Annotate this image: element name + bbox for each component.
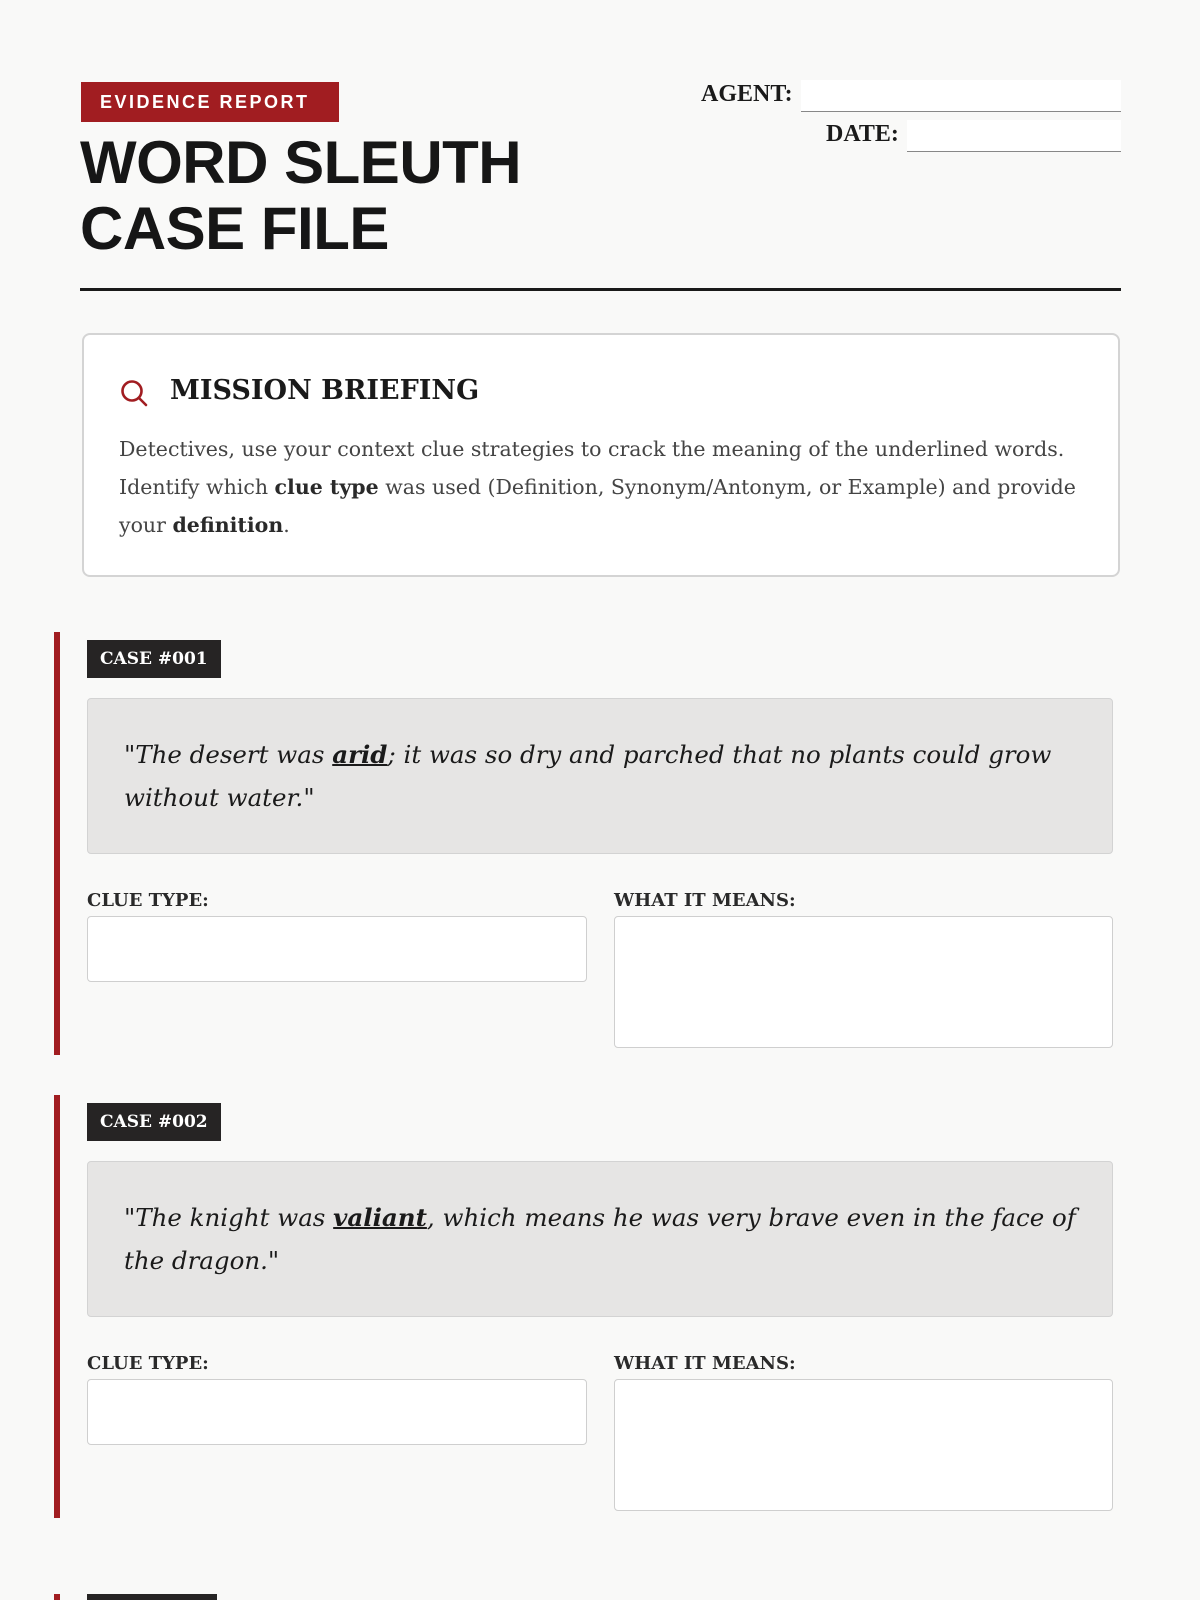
- agent-field[interactable]: [801, 80, 1121, 112]
- title-line-2: CASE FILE: [80, 195, 389, 262]
- clue-type-label: CLUE TYPE:: [87, 890, 209, 911]
- search-icon: [119, 378, 149, 408]
- target-word: arid: [332, 740, 388, 769]
- meaning-input[interactable]: [614, 1379, 1113, 1511]
- clue-type-input[interactable]: [87, 1379, 587, 1445]
- briefing-title: MISSION BRIEFING: [170, 375, 480, 406]
- title-line-1: WORD SLEUTH: [80, 129, 522, 196]
- meaning-input[interactable]: [614, 916, 1113, 1048]
- case-tag: CASE #001: [87, 640, 221, 678]
- mission-briefing-card: [82, 333, 1120, 577]
- clue-type-input[interactable]: [87, 916, 587, 982]
- case-sentence: "The knight was valiant, which means he was very brave even in the face of the dragon.": [87, 1161, 1113, 1317]
- clue-type-label: CLUE TYPE:: [87, 1353, 209, 1374]
- next-case-accent-bar: [54, 1594, 60, 1600]
- case-sentence: "The desert was arid; it was so dry and parched that no plants could grow without water.": [87, 698, 1113, 854]
- meaning-label: WHAT IT MEANS:: [614, 1353, 796, 1374]
- page-title: [80, 130, 521, 262]
- case-accent-bar: [54, 1095, 60, 1518]
- briefing-text: Detectives, use your context clue strategies to crack the meaning of the underlined words. Identify which clue type was used (Definition, Synonym/Antonym, or Example) and provide your definition.: [119, 437, 1076, 537]
- next-case-tag: [87, 1594, 217, 1600]
- case-card: [54, 1095, 1124, 1519]
- case-tag: CASE #002: [87, 1103, 221, 1141]
- case-card: [54, 632, 1124, 1056]
- agent-label: AGENT:: [701, 81, 793, 107]
- target-word: valiant: [333, 1203, 427, 1232]
- meaning-label: WHAT IT MEANS:: [614, 890, 796, 911]
- definition-emphasis: definition: [172, 513, 284, 537]
- date-label: DATE:: [826, 121, 899, 147]
- date-field[interactable]: [907, 120, 1121, 152]
- case-accent-bar: [54, 632, 60, 1055]
- evidence-report-badge: EVIDENCE REPORT: [81, 82, 339, 122]
- header-divider: [80, 288, 1121, 291]
- clue-type-emphasis: clue type: [274, 475, 379, 499]
